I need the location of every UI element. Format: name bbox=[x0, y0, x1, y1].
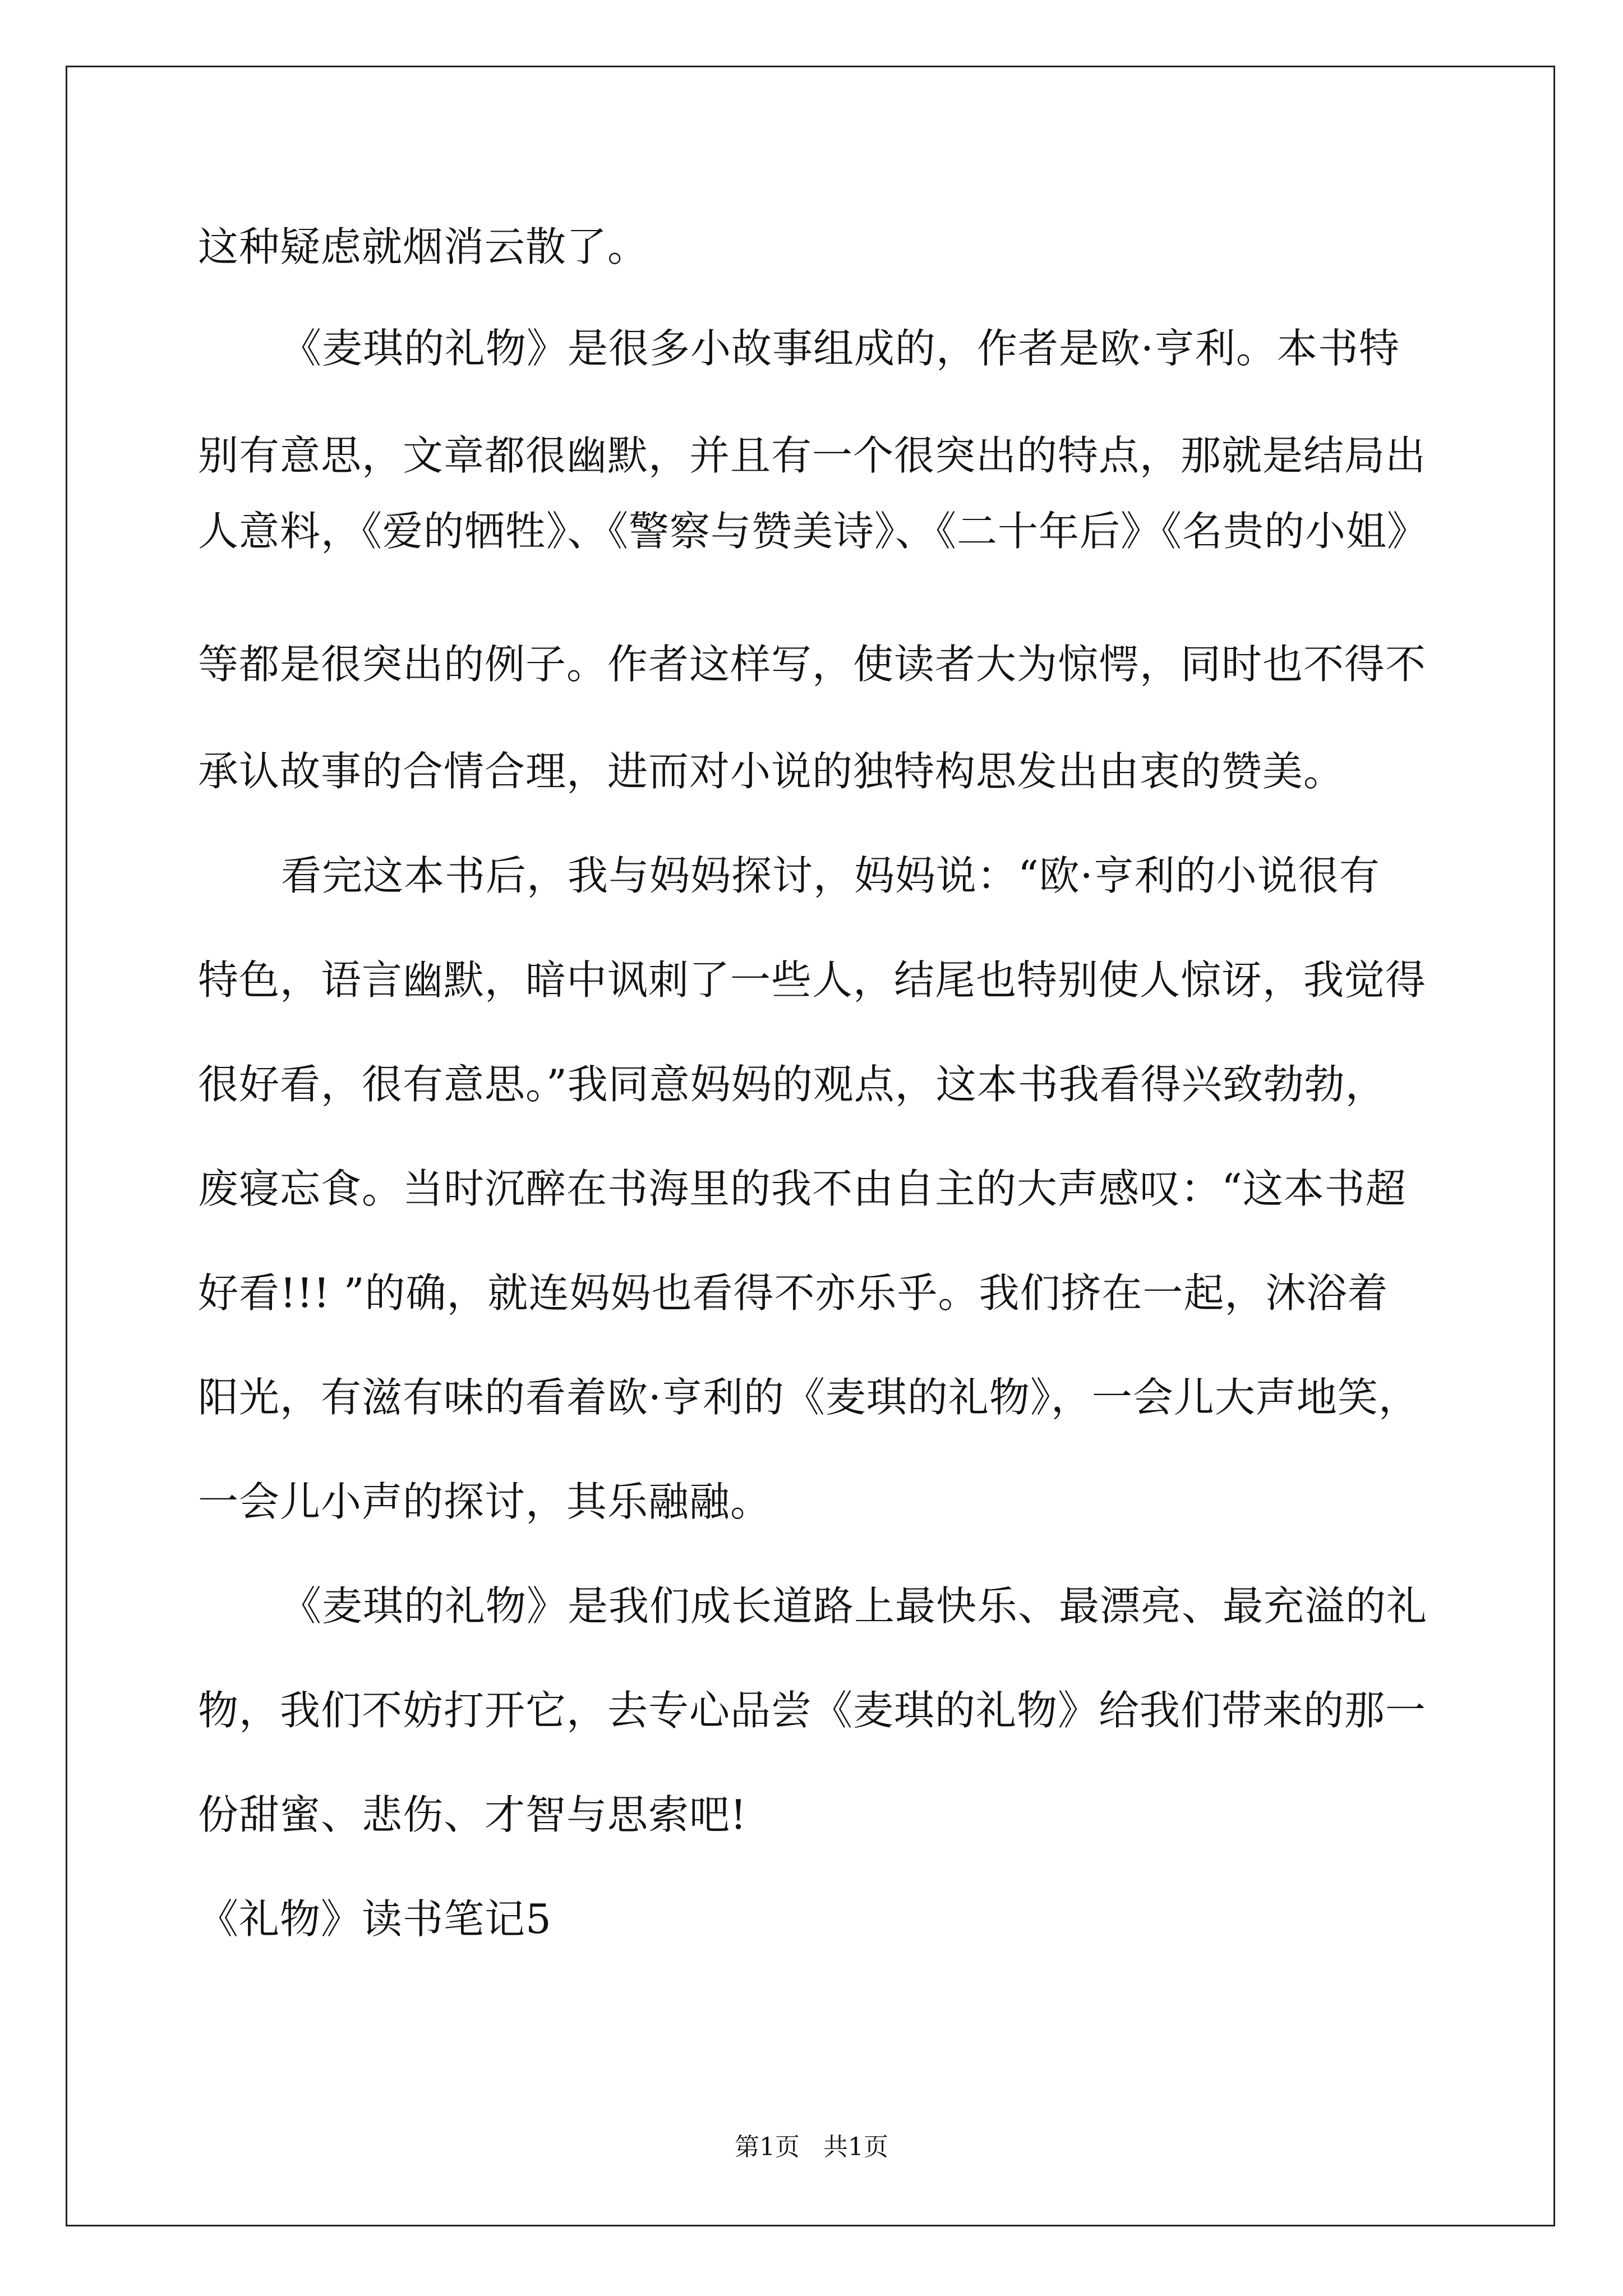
text-line: 份甜蜜、悲伤、才智与思索吧! bbox=[198, 1791, 747, 1838]
text-line: 特色，语言幽默，暗中讽刺了一些人，结尾也特别使人惊讶，我觉得 bbox=[198, 956, 1427, 1004]
text-line: 好看!!! ”的确，就连妈妈也看得不亦乐乎。我们挤在一起，沐浴着 bbox=[198, 1269, 1389, 1317]
paragraph-first-line: 《麦琪的礼物》是我们成长道路上最快乐、最漂亮、最充溢的礼 bbox=[281, 1582, 1428, 1630]
text-line: 别有意思，文章都很幽默，并且有一个很突出的特点，那就是结局出 bbox=[198, 432, 1427, 479]
text-line: 承认故事的合情合理，进而对小说的独特构思发出由衷的赞美。 bbox=[198, 748, 1345, 795]
text-line: 物，我们不妨打开它，去专心品尝《麦琪的礼物》给我们带来的那一 bbox=[198, 1687, 1427, 1734]
paragraph-first-line: 《麦琪的礼物》是很多小故事组成的，作者是欧·亨利。本书特 bbox=[281, 325, 1400, 372]
text-line: 很好看，很有意思。”我同意妈妈的观点，这本书我看得兴致勃勃， bbox=[198, 1061, 1386, 1108]
text-line: 一会儿小声的探讨，其乐融融。 bbox=[198, 1478, 772, 1525]
page-footer: 第1页 共1页 bbox=[735, 2133, 888, 2161]
section-heading: 《礼物》读书笔记5 bbox=[198, 1895, 552, 1943]
paragraph-first-line: 看完这本书后，我与妈妈探讨，妈妈说：“欧·亨利的小说很有 bbox=[281, 852, 1380, 899]
text-line: 人意料，《爱的牺牲》、《警察与赞美诗》、《二十年后》《名贵的小姐》 bbox=[198, 508, 1428, 555]
text-line: 废寝忘食。当时沉醉在书海里的我不由自主的大声感叹：“这本书超 bbox=[198, 1165, 1407, 1212]
text-line: 阳光，有滋有味的看着欧·亨利的《麦琪的礼物》，一会儿大声地笑， bbox=[198, 1374, 1419, 1421]
text-line: 等都是很突出的例子。作者这样写，使读者大为惊愕，同时也不得不 bbox=[198, 641, 1427, 688]
text-line: 这种疑虑就烟消云散了。 bbox=[198, 223, 649, 270]
